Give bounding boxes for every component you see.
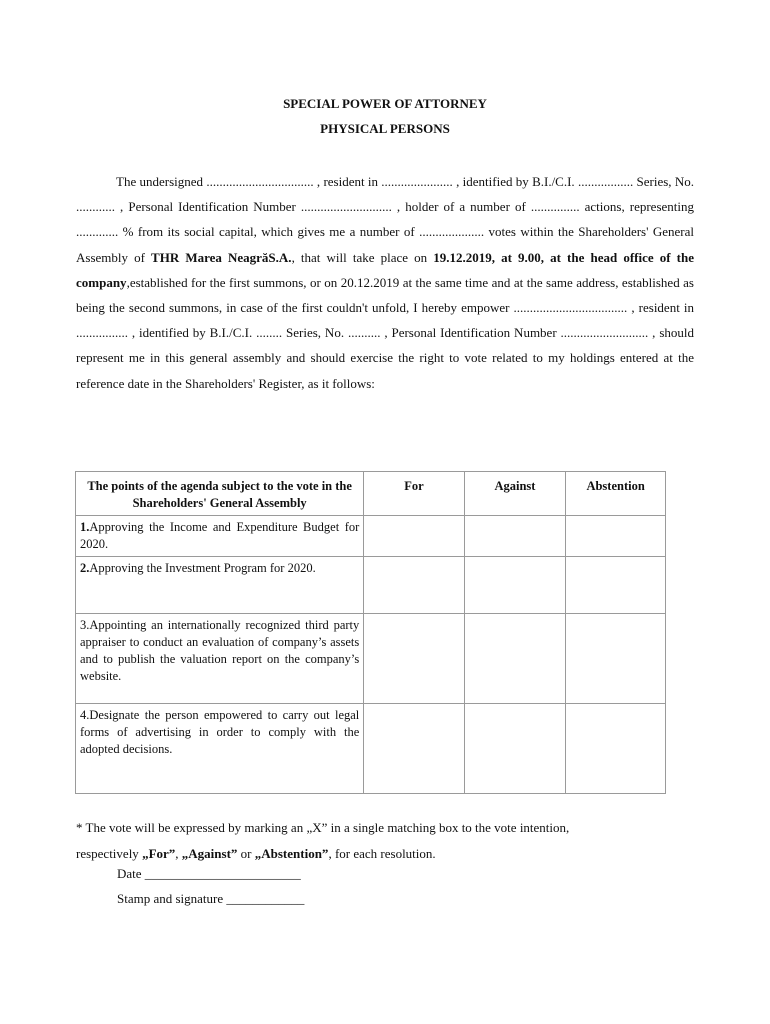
vote-against-cell-4[interactable] xyxy=(464,704,566,794)
agenda-item-text: Approving the Investment Program for 2020. xyxy=(89,561,316,575)
option-for: „For” xyxy=(142,845,176,861)
agenda-item-text: 3.Appointing an internationally recognized third party appraiser to conduct an evaluation of company’s assets and to publish the valuation report on the company’s website. xyxy=(80,618,360,683)
table-row xyxy=(76,557,666,614)
agenda-item-2 xyxy=(76,557,364,614)
note-line-1: * The vote will be expressed by marking an „X” in a single matching box to the vote intention, xyxy=(76,820,570,835)
option-abstention: „Abstention” xyxy=(254,845,329,861)
para-part-3: ,established for the first summons, or on 20.12.2019 at the same time and at the same address, established as being the second summons, in case of the first couldn't unfold, I hereby empower ................................... , resident in ................ , identified by B.I./C.I. ........ Series, No. .......... , Personal Identification Number ........................... , should represent me in this general assembly and should exercise the right to vote related to my holdings entered at the reference date in the Shareholders' Register, as it follows: xyxy=(76,274,694,391)
note-text: , for each resolution. xyxy=(328,845,436,861)
vote-instruction-note xyxy=(76,815,696,866)
agenda-item-3 xyxy=(76,614,364,704)
agenda-item-text: 4.Designate the person empowered to carry out legal forms of advertising in order to comply with the adopted decisions. xyxy=(80,708,360,756)
date-field[interactable]: Date ________________________ xyxy=(117,866,301,881)
document-title: SPECIAL POWER OF ATTORNEY xyxy=(283,96,487,111)
header-abstention: Abstention xyxy=(566,472,666,516)
vote-abstention-cell-3[interactable] xyxy=(566,614,666,704)
vote-for-cell-1[interactable] xyxy=(364,516,464,557)
vote-against-cell-3[interactable] xyxy=(464,614,566,704)
meeting-date-time: 19.12.2019, at 9.00, at the head office of the company xyxy=(76,249,695,290)
agenda-item-1 xyxy=(76,516,364,557)
vote-for-cell-2[interactable] xyxy=(364,557,464,614)
vote-against-cell-2[interactable] xyxy=(464,557,566,614)
header-against: Against xyxy=(464,472,566,516)
agenda-vote-table xyxy=(75,471,666,794)
para-part-1: The undersigned ................................. , resident in ...................... , identified by B.I./C.I. ................. Series, No. ............ , Personal Identification Number ............................ , holder of a number of ............... actions, representing ............. % from its social capital, which gives me a number of .................... votes within the Shareholders' General Assembly of xyxy=(76,174,694,265)
table-row xyxy=(76,614,666,704)
note-line-2 xyxy=(76,841,696,867)
agenda-item-number: 2. xyxy=(80,561,90,575)
table-row xyxy=(76,516,666,557)
agenda-item-4 xyxy=(76,704,364,794)
header-agenda-points: The points of the agenda subject to the vote in the Shareholders' General Assembly xyxy=(76,472,364,516)
vote-abstention-cell-4[interactable] xyxy=(566,704,666,794)
agenda-item-text: Approving the Income and Expenditure Budget for 2020. xyxy=(80,520,360,551)
note-text: or xyxy=(237,845,255,861)
vote-for-cell-3[interactable] xyxy=(364,614,464,704)
vote-against-cell-1[interactable] xyxy=(464,516,566,557)
para-part-2: , that will take place on xyxy=(291,249,434,265)
agenda-item-number: 1. xyxy=(80,520,90,534)
option-against: „Against” xyxy=(181,845,238,861)
note-text: , xyxy=(175,845,182,861)
vote-abstention-cell-1[interactable] xyxy=(566,516,666,557)
document-subtitle: PHYSICAL PERSONS xyxy=(320,121,450,136)
note-text: respectively xyxy=(76,845,143,861)
body-paragraph xyxy=(76,169,694,396)
vote-for-cell-4[interactable] xyxy=(364,704,464,794)
table-header-row xyxy=(76,472,666,516)
stamp-signature-field[interactable]: Stamp and signature ____________ xyxy=(117,891,305,906)
vote-abstention-cell-2[interactable] xyxy=(566,557,666,614)
company-name: THR Marea NeagrăS.A. xyxy=(151,249,292,265)
table-row xyxy=(76,704,666,794)
header-for: For xyxy=(364,472,464,516)
